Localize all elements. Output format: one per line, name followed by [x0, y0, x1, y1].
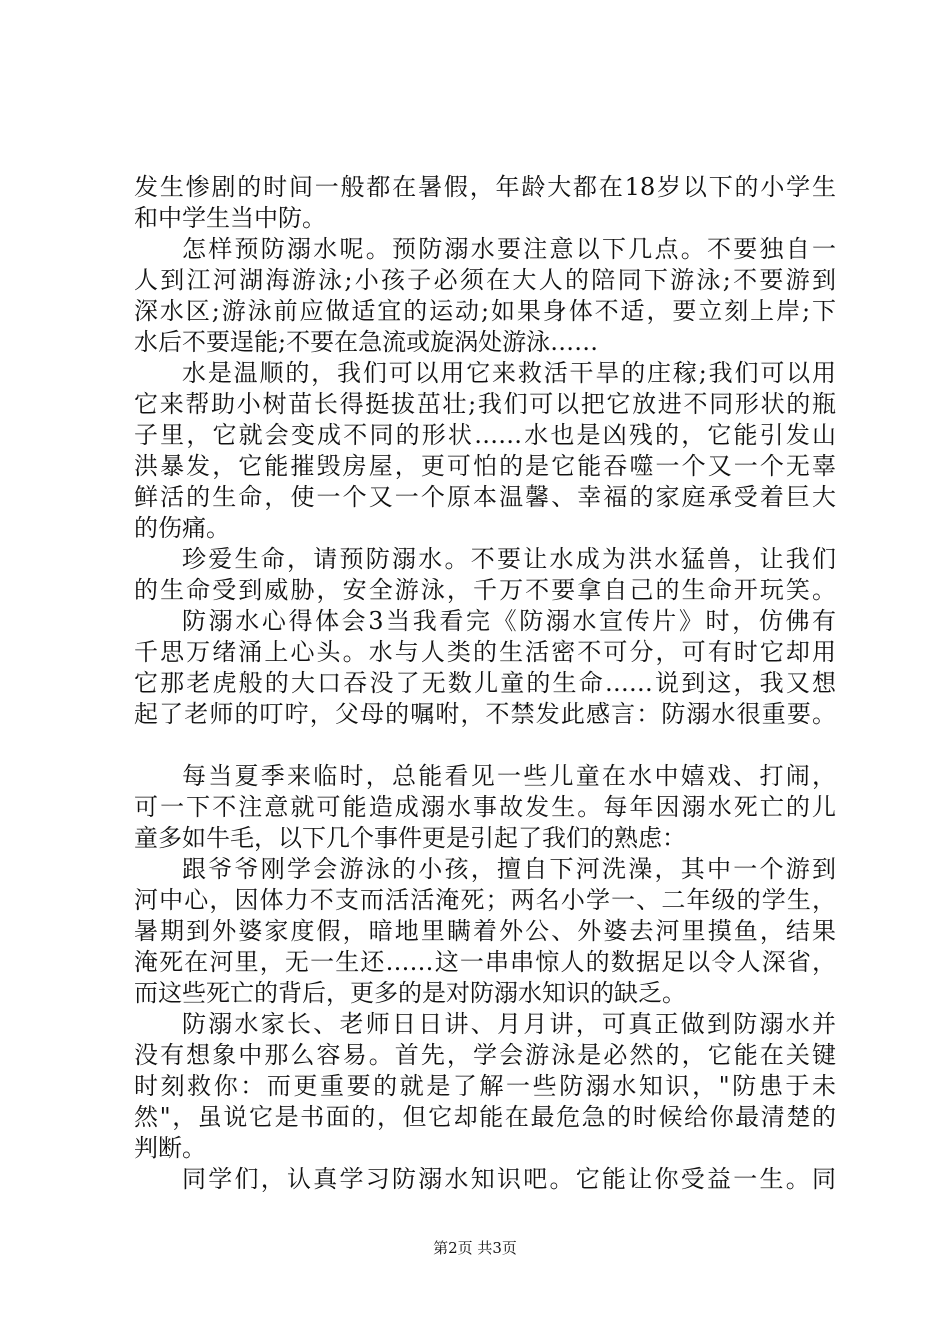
text-line: 人到江河湖海游泳;小孩子必须在大人的陪同下游泳;不要游到 [134, 266, 836, 294]
text-line: 它那老虎般的大口吞没了无数儿童的生命……说到这，我又想 [134, 669, 836, 697]
document-body [134, 172, 836, 1195]
text-line: 水后不要逞能;不要在急流或旋涡处游泳…… [134, 328, 599, 356]
paragraph-gap [134, 730, 836, 761]
text-line: 防溺水家长、老师日日讲、月月讲，可真正做到防溺水并 [182, 1010, 836, 1038]
text-line: 可一下不注意就可能造成溺水事故发生。每年因溺水死亡的儿 [134, 793, 836, 821]
text-line: 怎样预防溺水呢。预防溺水要注意以下几点。不要独自一 [182, 235, 836, 263]
text-line: 时刻救你：而更重要的就是了解一些防溺水知识，"防患于未 [134, 1072, 836, 1100]
text-line: 每当夏季来临时，总能看见一些儿童在水中嬉戏、打闹， [182, 762, 836, 790]
text-line: 千思万绪涌上心头。水与人类的生活密不可分，可有时它却用 [134, 638, 836, 666]
text-line: 然"，虽说它是书面的，但它却能在最危急的时候给你最清楚的 [134, 1103, 836, 1131]
text-line: 淹死在河里，无一生还……这一串串惊人的数据足以令人深省， [134, 948, 836, 976]
text-line: 子里，它就会变成不同的形状……水也是凶残的，它能引发山 [134, 421, 836, 449]
text-line: 它来帮助小树苗长得挺拔茁壮;我们可以把它放进不同形状的瓶 [134, 390, 836, 418]
text-line: 判断。 [134, 1134, 206, 1162]
text-line: 跟爷爷刚学会游泳的小孩，擅自下河洗澡，其中一个游到 [182, 855, 836, 883]
text-line: 起了老师的叮咛，父母的嘱咐，不禁发此感言：防溺水很重要。 [134, 700, 836, 728]
text-line: 深水区;游泳前应做适宜的运动;如果身体不适，要立刻上岸;下 [134, 297, 836, 325]
text-line: 河中心，因体力不支而活活淹死；两名小学一、二年级的学生， [134, 886, 836, 914]
text-line: 鲜活的生命，使一个又一个原本温馨、幸福的家庭承受着巨大 [134, 483, 836, 511]
text-line: 防溺水心得体会3当我看完《防溺水宣传片》时，仿佛有 [182, 607, 836, 635]
text-line: 暑期到外婆家度假，暗地里瞒着外公、外婆去河里摸鱼，结果 [134, 917, 836, 945]
text-line: 童多如牛毛，以下几个事件更是引起了我们的熟虑： [134, 824, 686, 852]
text-line: 的生命受到威胁，安全游泳，千万不要拿自己的生命开玩笑。 [134, 576, 836, 604]
text-line: 的伤痛。 [134, 514, 230, 542]
text-line: 同学们，认真学习防溺水知识吧。它能让你受益一生。同 [182, 1165, 836, 1193]
text-line: 没有想象中那么容易。首先，学会游泳是必然的，它能在关键 [134, 1041, 836, 1069]
text-line: 洪暴发，它能摧毁房屋，更可怕的是它能吞噬一个又一个无辜 [134, 452, 836, 480]
text-line: 水是温顺的，我们可以用它来救活干旱的庄稼;我们可以用 [182, 359, 836, 387]
page-footer: 第2页 共3页 [433, 1239, 517, 1257]
text-line: 而这些死亡的背后，更多的是对防溺水知识的缺乏。 [134, 979, 686, 1007]
text-line: 和中学生当中防。 [134, 204, 326, 232]
text-line: 珍爱生命，请预防溺水。不要让水成为洪水猛兽，让我们 [182, 545, 836, 573]
text-line: 发生惨剧的时间一般都在暑假，年龄大都在18岁以下的小学生 [134, 173, 836, 201]
